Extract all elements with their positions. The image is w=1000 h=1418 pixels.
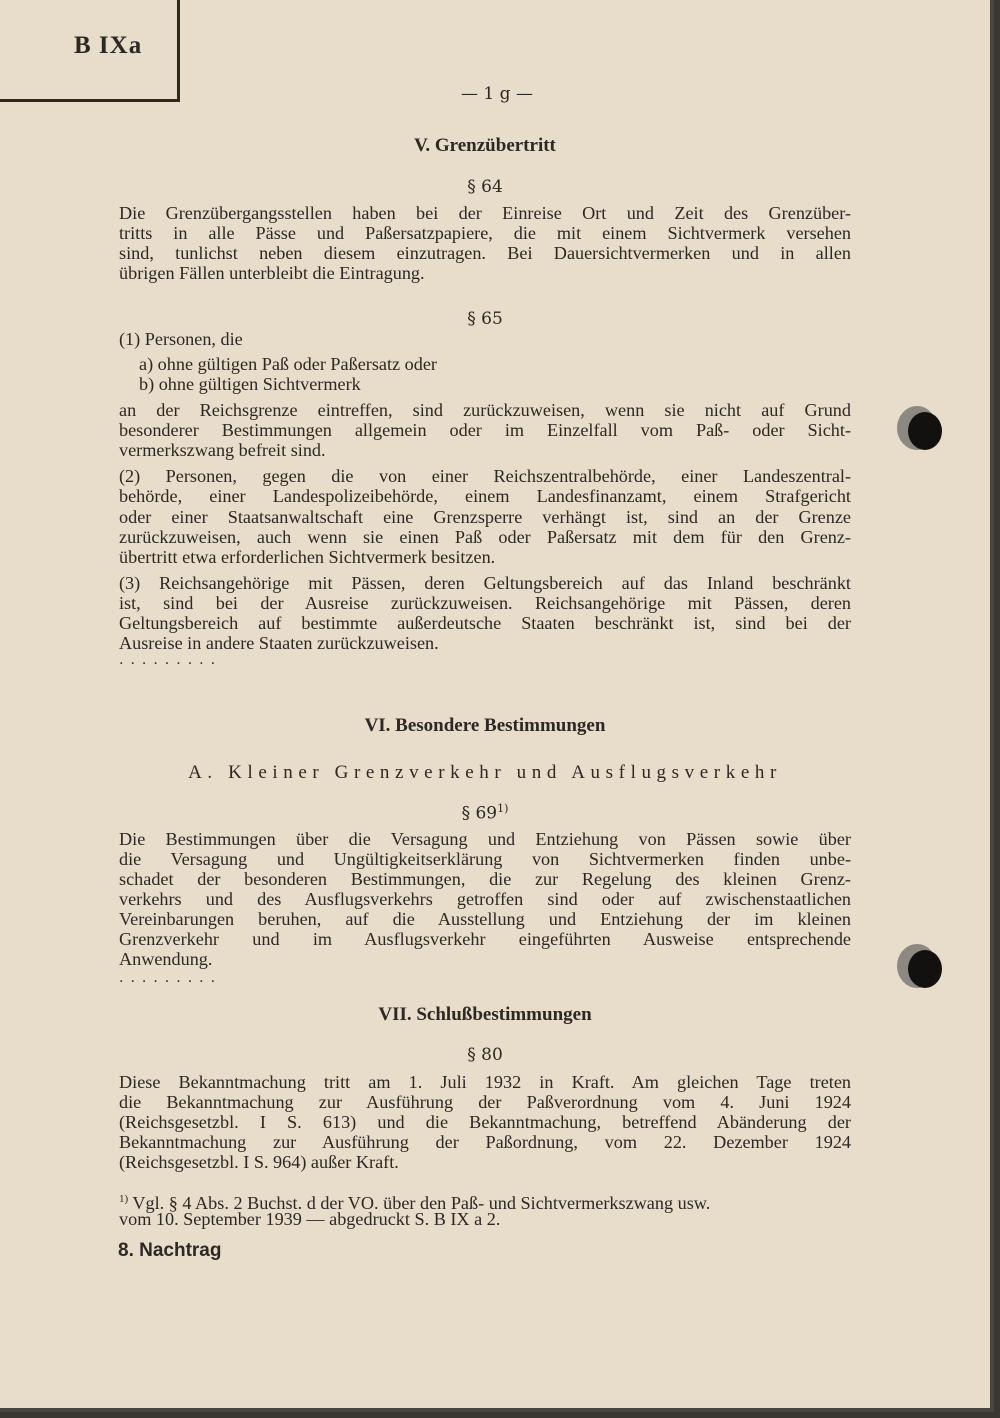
paragraph-65-item-a: a) ohne gültigen Paß oder Paßersatz oder xyxy=(139,354,437,374)
paragraph-80-line: (Reichsgesetzbl. I S. 964) außer Kraft. xyxy=(119,1152,399,1172)
paragraph-69-line: Anwendung. xyxy=(119,949,213,969)
paragraph-64-line: übrigen Fällen unterbleibt die Eintragung. xyxy=(119,263,425,283)
omission-dots: ......... xyxy=(119,652,223,668)
binder-hole-icon xyxy=(908,950,942,988)
paragraph-65-label: § 65 xyxy=(467,309,503,329)
supplement-label: 8. Nachtrag xyxy=(118,1240,222,1261)
paragraph-69-label xyxy=(0,802,970,824)
paragraph-69-line: verkehrs und des Ausflugsverkehrs getroffen sind oder auf zwischenstaatlichen xyxy=(119,889,851,909)
paragraph-80-line: Diese Bekanntmachung tritt am 1. Juli 1932 in Kraft. Am gleichen Tage treten xyxy=(119,1072,851,1092)
paragraph-69-line: Grenzverkehr und im Ausflugsverkehr eingeführten Ausweise entsprechende xyxy=(119,929,851,949)
footnote-reference: 1) xyxy=(497,802,509,815)
paragraph-65-abs1-line: vermerkszwang befreit sind. xyxy=(119,440,326,460)
paragraph-65-abs2-line: behörde, einer Landespolizeibehörde, einem Landesfinanzamt, einem Strafgericht xyxy=(119,486,851,506)
paragraph-64-line: sind, tunlichst neben diesem einzutragen. Bei Dauersichtvermerken und in allen xyxy=(119,243,851,263)
paragraph-65-abs2-line: zurückzuweisen, auch wenn sie einen Paß oder Paßersatz mit dem für den Grenz- xyxy=(119,527,851,547)
paragraph-65-abs2-line: oder einer Staatsanwaltschaft eine Grenzsperre verhängt ist, sind an der Grenze xyxy=(119,507,851,527)
footnote-line: vom 10. September 1939 — abgedruckt S. B IX a 2. xyxy=(119,1209,501,1229)
omission-dots: ......... xyxy=(119,970,223,986)
paragraph-65-abs3-line: Geltungsbereich auf bestimmte außerdeutsche Staaten beschränkt ist, sind bei der xyxy=(119,613,851,633)
paragraph-65-intro: (1) Personen, die xyxy=(119,329,243,349)
paragraph-65-item-b: b) ohne gültigen Sichtvermerk xyxy=(139,374,361,394)
paragraph-80-line: Bekanntmachung zur Ausführung der Paßordnung, vom 22. Dezember 1924 xyxy=(119,1132,851,1152)
register-code: B IXa xyxy=(74,32,143,59)
paragraph-65-abs3-line: Ausreise in andere Staaten zurückzuweisen. xyxy=(119,633,439,653)
paragraph-64-line: tritts in alle Pässe und Paßersatzpapiere, die mit einem Sichtvermerk versehen xyxy=(119,223,851,243)
paragraph-80-line: (Reichsgesetzbl. I S. 613) und die Bekanntmachung, betreffend Abänderung der xyxy=(119,1112,851,1132)
paragraph-80-label: § 80 xyxy=(467,1045,503,1065)
footnote-mark: 1) xyxy=(119,1193,129,1205)
paragraph-80-line: die Bekanntmachung zur Ausführung der Paßverordnung vom 4. Juni 1924 xyxy=(119,1092,851,1112)
paragraph-65-abs3-line: ist, sind bei der Ausreise zurückzuweisen. Reichsangehörige mit Pässen, deren xyxy=(119,593,851,613)
paragraph-65-abs2-line: übertritt etwa erforderlichen Sichtvermerk besitzen. xyxy=(119,547,496,567)
paragraph-65-abs3-line: (3) Reichsangehörige mit Pässen, deren Geltungsbereich auf das Inland beschränkt xyxy=(119,573,851,593)
binder-hole-icon xyxy=(908,412,942,450)
section-vi-title: VI. Besondere Bestimmungen xyxy=(364,715,606,736)
section-v-title: V. Grenzübertritt xyxy=(414,135,556,156)
paragraph-64-label: § 64 xyxy=(467,177,503,197)
paragraph-65-abs2-line: (2) Personen, gegen die von einer Reichszentralbehörde, einer Landeszentral- xyxy=(119,466,851,486)
paragraph-69-line: schadet der besonderen Bestimmungen, die zur Regelung des kleinen Grenz- xyxy=(119,869,851,889)
paragraph-69-number: § 69 xyxy=(461,803,498,824)
paragraph-69-line: die Versagung und Ungültigkeitserklärung von Sichtvermerken finden unbe- xyxy=(119,849,851,869)
paragraph-69-line: Die Bestimmungen über die Versagung und Entziehung von Pässen sowie über xyxy=(119,829,851,849)
footnote-text: Vgl. § 4 Abs. 2 Buchst. d der VO. über den Paß- und Sichtvermerkszwang usw. xyxy=(132,1193,711,1214)
paragraph-69-line: Vereinbarungen beruhen, auf die Ausstellung und Entziehung der im kleinen xyxy=(119,909,851,929)
page-number: — 1 g — xyxy=(461,84,533,104)
paragraph-64-line: Die Grenzübergangsstellen haben bei der Einreise Ort und Zeit des Grenzüber- xyxy=(119,203,851,223)
section-vii-title: VII. Schlußbestimmungen xyxy=(378,1004,592,1025)
paragraph-65-abs1-line: an der Reichsgrenze eintreffen, sind zurückzuweisen, wenn sie nicht auf Grund xyxy=(119,400,851,420)
paragraph-65-abs1-line: besonderer Bestimmungen allgemein oder im Einzelfall vom Paß- oder Sicht- xyxy=(119,420,851,440)
section-vi-subtitle: A. Kleiner Grenzverkehr und Ausflugsverkehr xyxy=(188,762,782,783)
